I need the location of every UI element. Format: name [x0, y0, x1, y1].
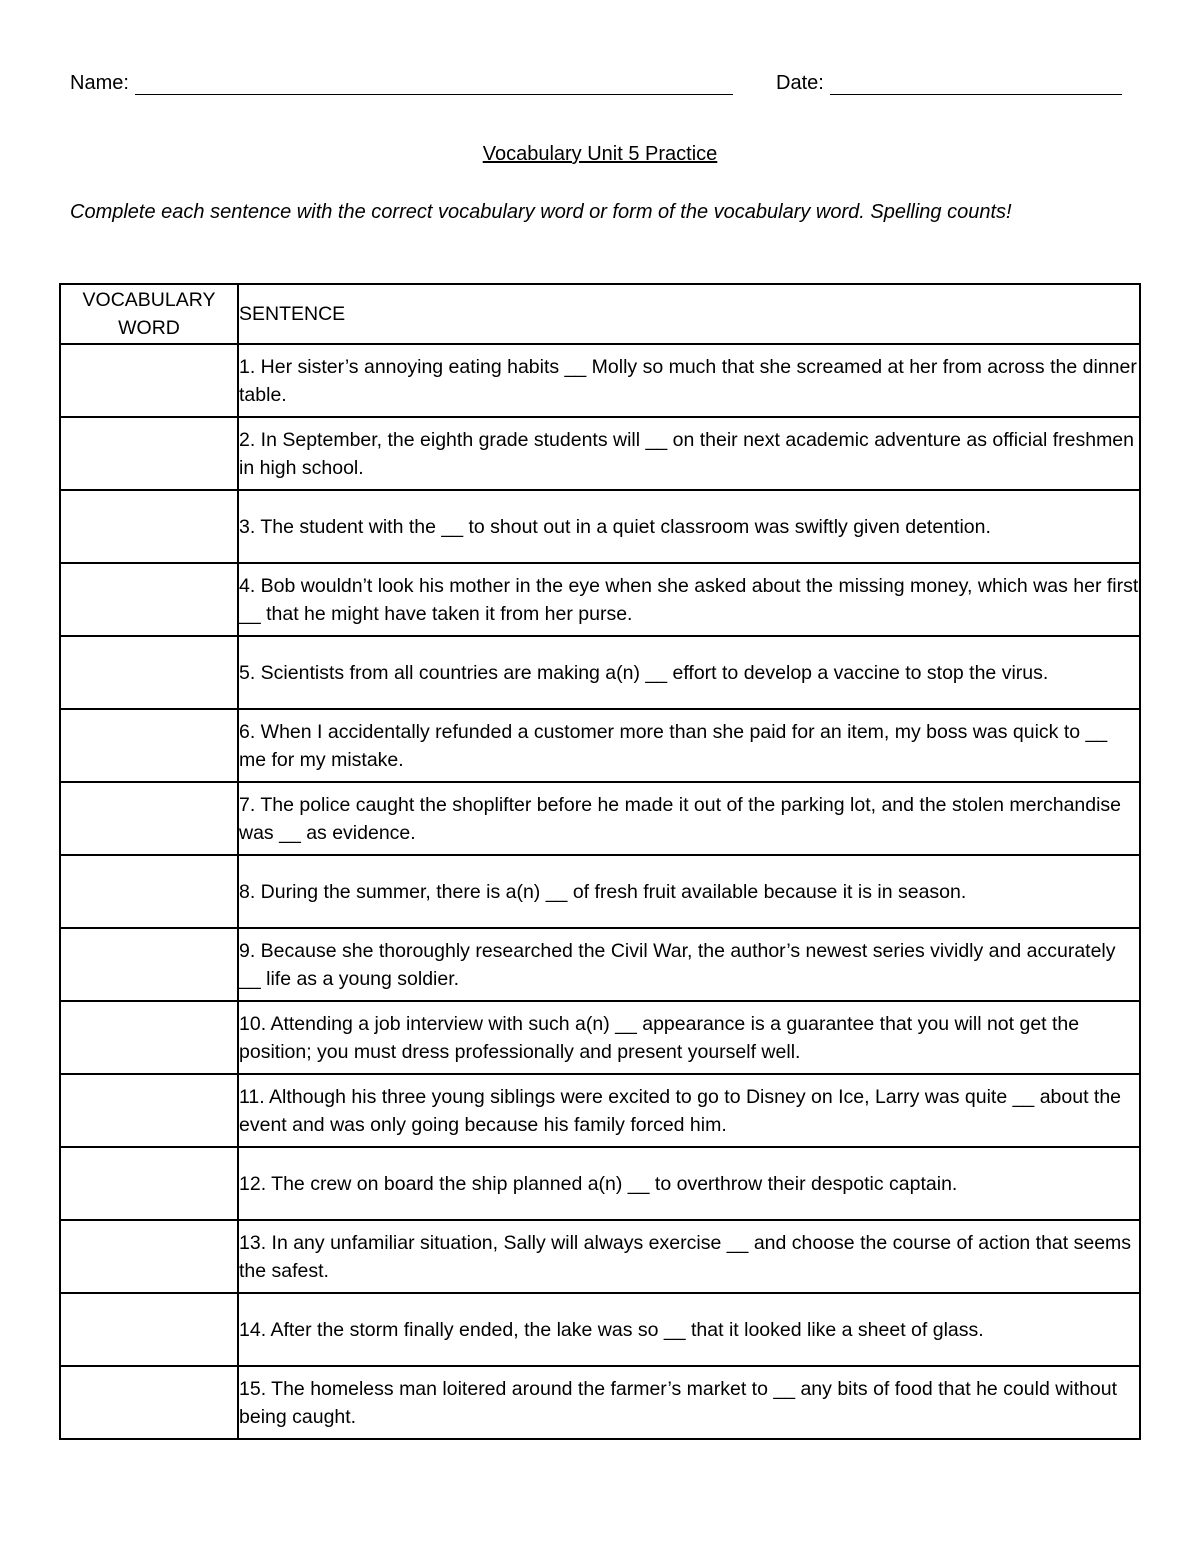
vocabulary-word-answer-cell[interactable]	[60, 636, 238, 709]
table-row	[60, 1074, 1140, 1147]
table-row	[60, 1293, 1140, 1366]
vocabulary-word-answer-cell[interactable]	[60, 782, 238, 855]
date-input-line[interactable]	[830, 72, 1122, 95]
header-fields	[70, 72, 1130, 102]
date-label: Date:	[776, 72, 824, 94]
vocabulary-word-answer-cell[interactable]	[60, 1366, 238, 1439]
sentence-cell: 4. Bob wouldn’t look his mother in the eye when she asked about the missing money, which was her first __ that he might have taken it from her purse.	[238, 563, 1140, 636]
table-row	[60, 928, 1140, 1001]
vocabulary-word-answer-cell[interactable]	[60, 855, 238, 928]
table-row	[60, 1366, 1140, 1439]
table-row	[60, 1147, 1140, 1220]
vocabulary-word-answer-cell[interactable]	[60, 1293, 238, 1366]
sentence-cell: 3. The student with the __ to shout out in a quiet classroom was swiftly given detention.	[238, 490, 1140, 563]
table-header-row	[60, 284, 1140, 344]
instructions: Complete each sentence with the correct vocabulary word or form of the vocabulary word. Spelling counts!	[70, 201, 1012, 223]
vocabulary-word-answer-cell[interactable]	[60, 344, 238, 417]
table-row	[60, 636, 1140, 709]
header-vocabulary-word-label: VOCABULARY WORD	[82, 289, 216, 339]
vocabulary-table	[59, 283, 1141, 1440]
table-row	[60, 563, 1140, 636]
table-row	[60, 709, 1140, 782]
sentence-cell: 15. The homeless man loitered around the farmer’s market to __ any bits of food that he could without being caught.	[238, 1366, 1140, 1439]
vocabulary-word-answer-cell[interactable]	[60, 563, 238, 636]
vocabulary-word-answer-cell[interactable]	[60, 1001, 238, 1074]
sentence-cell: 12. The crew on board the ship planned a(n) __ to overthrow their despotic captain.	[238, 1147, 1140, 1220]
vocabulary-word-answer-cell[interactable]	[60, 709, 238, 782]
table-row	[60, 1220, 1140, 1293]
vocabulary-word-answer-cell[interactable]	[60, 417, 238, 490]
table-row	[60, 344, 1140, 417]
header-sentence: SENTENCE	[238, 284, 1140, 344]
vocabulary-word-answer-cell[interactable]	[60, 1220, 238, 1293]
sentence-cell: 1. Her sister’s annoying eating habits __ Molly so much that she screamed at her from across the dinner table.	[238, 344, 1140, 417]
name-label: Name:	[70, 72, 129, 94]
sentence-cell: 9. Because she thoroughly researched the Civil War, the author’s newest series vividly and accurately __ life as a young soldier.	[238, 928, 1140, 1001]
vocabulary-word-answer-cell[interactable]	[60, 490, 238, 563]
sentence-cell: 5. Scientists from all countries are making a(n) __ effort to develop a vaccine to stop the virus.	[238, 636, 1140, 709]
table-row	[60, 490, 1140, 563]
page-title: Vocabulary Unit 5 Practice	[482, 143, 718, 165]
table-row	[60, 1001, 1140, 1074]
sentence-cell: 14. After the storm finally ended, the lake was so __ that it looked like a sheet of glass.	[238, 1293, 1140, 1366]
table-row	[60, 855, 1140, 928]
sentence-cell: 2. In September, the eighth grade students will __ on their next academic adventure as official freshmen in high school.	[238, 417, 1140, 490]
vocabulary-word-answer-cell[interactable]	[60, 928, 238, 1001]
sentence-cell: 10. Attending a job interview with such a(n) __ appearance is a guarantee that you will not get the position; you must dress professionally and present yourself well.	[238, 1001, 1140, 1074]
table-body	[60, 344, 1140, 1439]
date-field	[776, 72, 1122, 95]
sentence-cell: 8. During the summer, there is a(n) __ of fresh fruit available because it is in season.	[238, 855, 1140, 928]
sentence-cell: 11. Although his three young siblings were excited to go to Disney on Ice, Larry was quite __ about the event and was only going because his family forced him.	[238, 1074, 1140, 1147]
sentence-cell: 6. When I accidentally refunded a customer more than she paid for an item, my boss was quick to __ me for my mistake.	[238, 709, 1140, 782]
table-row	[60, 417, 1140, 490]
sentence-cell: 7. The police caught the shoplifter before he made it out of the parking lot, and the stolen merchandise was __ as evidence.	[238, 782, 1140, 855]
header-vocabulary-word	[60, 284, 238, 344]
vocabulary-word-answer-cell[interactable]	[60, 1147, 238, 1220]
name-input-line[interactable]	[135, 72, 733, 95]
vocabulary-word-answer-cell[interactable]	[60, 1074, 238, 1147]
name-field	[70, 72, 733, 95]
table-row	[60, 782, 1140, 855]
sentence-cell: 13. In any unfamiliar situation, Sally will always exercise __ and choose the course of action that seems the safest.	[238, 1220, 1140, 1293]
